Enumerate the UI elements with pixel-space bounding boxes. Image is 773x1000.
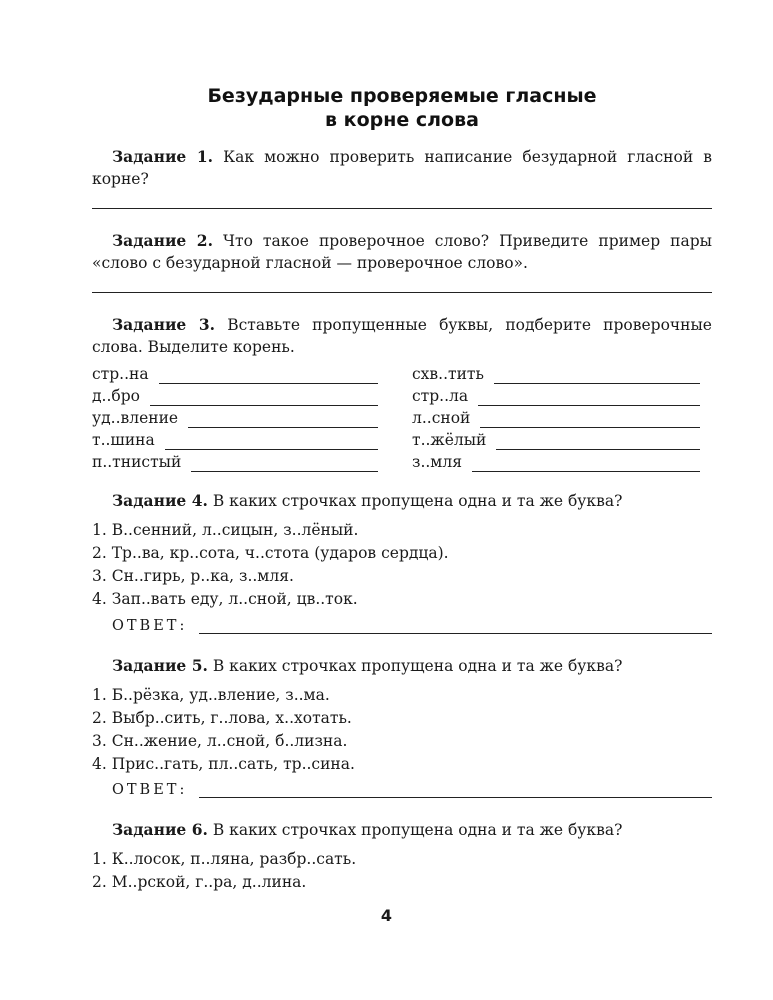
list-item: 4. Зап..вать еду, л..сной, цв..ток. <box>92 590 358 608</box>
task-2 <box>92 230 712 274</box>
list-item: 2. Тр..ва, кр..сота, ч..стота (ударов сердца). <box>92 544 449 562</box>
word-left: п..тнистый <box>92 453 182 471</box>
task-2-text: Что такое проверочное слово? Приведите пример пары «слово с безударной гласной — проверочное слово». <box>92 232 712 272</box>
word-row-right <box>412 386 700 406</box>
task-4-text: В каких строчках пропущена одна и та же буква? <box>212 492 623 510</box>
task-4-options <box>92 519 712 611</box>
word-row-left <box>92 364 378 384</box>
list-item: 3. Сн..жение, л..сной, б..лизна. <box>92 732 348 750</box>
word-blank[interactable] <box>478 390 700 406</box>
word-left: т..шина <box>92 431 155 449</box>
task-2-answer-line[interactable] <box>92 292 712 293</box>
word-blank[interactable] <box>472 456 700 472</box>
word-row-right <box>412 364 700 384</box>
task-3-text: Вставьте пропущенные буквы, подберите проверочные слова. Выделите корень. <box>92 316 712 356</box>
task-5 <box>92 655 712 677</box>
task-5-answer <box>112 782 712 798</box>
word-left: уд..вление <box>92 409 179 427</box>
task-1 <box>92 146 712 190</box>
task-6 <box>92 819 712 841</box>
task-6-options <box>92 848 712 894</box>
word-right: л..сной <box>412 409 471 427</box>
list-item: 2. Выбр..сить, г..лова, х..хотать. <box>92 709 352 727</box>
word-row-right <box>412 430 700 450</box>
word-left: д..бро <box>92 387 140 405</box>
word-row-right <box>412 452 700 472</box>
task-3 <box>92 314 712 358</box>
task-1-answer-line[interactable] <box>92 208 712 209</box>
word-blank[interactable] <box>150 390 378 406</box>
word-blank[interactable] <box>496 434 700 450</box>
answer-line[interactable] <box>199 619 712 634</box>
word-row-right <box>412 408 700 428</box>
task-3-label: Задание 3. <box>112 315 216 334</box>
list-item: 1. Б..рёзка, уд..вление, з..ма. <box>92 686 330 704</box>
task-1-text: Как можно проверить написание безударной гласной в корне? <box>92 148 712 188</box>
task-5-label: Задание 5. <box>112 656 208 675</box>
task-1-label: Задание 1. <box>112 147 214 166</box>
answer-label: ОТВЕТ: <box>112 618 188 634</box>
list-item: 4. Прис..гать, пл..сать, тр..сина. <box>92 755 355 773</box>
list-item: 1. В..сенний, л..сицын, з..лёный. <box>92 521 359 539</box>
word-row-left <box>92 408 378 428</box>
word-right: з..мля <box>412 453 462 471</box>
word-row-left <box>92 430 378 450</box>
word-row-left <box>92 386 378 406</box>
task-2-label: Задание 2. <box>112 231 213 250</box>
task-6-label: Задание 6. <box>112 820 208 839</box>
word-blank[interactable] <box>159 368 378 384</box>
word-blank[interactable] <box>191 456 378 472</box>
task-5-options <box>92 684 712 776</box>
page-number: 4 <box>380 906 393 925</box>
task-4-answer <box>112 618 712 634</box>
list-item: 2. М..рской, г..ра, д..лина. <box>92 873 307 891</box>
word-right: стр..ла <box>412 387 469 405</box>
answer-line[interactable] <box>199 783 712 798</box>
task-4 <box>92 490 712 512</box>
list-item: 3. Сн..гирь, р..ка, з..мля. <box>92 567 294 585</box>
word-left: стр..на <box>92 365 149 383</box>
list-item: 1. К..лосок, п..ляна, разбр..сать. <box>92 850 357 868</box>
word-blank[interactable] <box>188 412 378 428</box>
title-line-1: Безударные проверяемые гласные <box>207 85 597 107</box>
title-line-2: в корне слова <box>325 109 479 131</box>
word-blank[interactable] <box>480 412 700 428</box>
word-blank[interactable] <box>494 368 700 384</box>
word-right: т..жёлый <box>412 431 487 449</box>
task-4-label: Задание 4. <box>112 491 208 510</box>
task-5-text: В каких строчках пропущена одна и та же буква? <box>212 657 623 675</box>
answer-label: ОТВЕТ: <box>112 782 188 798</box>
word-blank[interactable] <box>165 434 378 450</box>
word-row-left <box>92 452 378 472</box>
word-right: схв..тить <box>412 365 484 383</box>
task-6-text: В каких строчках пропущена одна и та же буква? <box>212 821 623 839</box>
page-title <box>92 84 712 132</box>
